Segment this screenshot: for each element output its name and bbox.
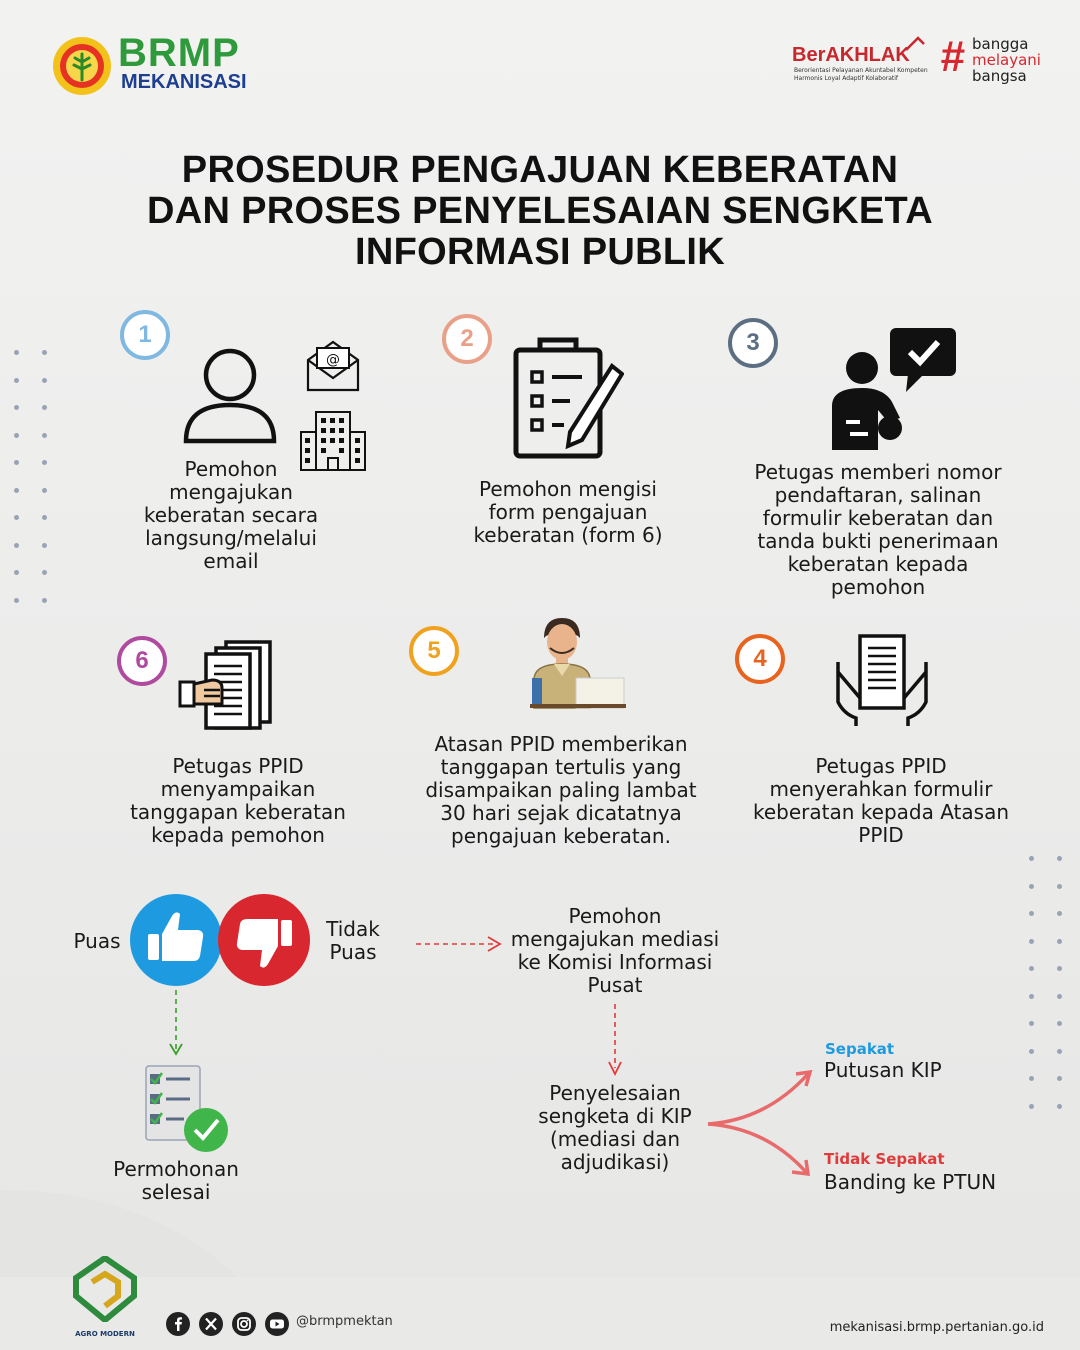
arrow-to-selesai xyxy=(166,988,186,1058)
decorative-dots-right xyxy=(1029,856,1063,1109)
berakhlak-tagline-2: Harmonis Loyal Adaptif Kolaboratif xyxy=(794,75,899,82)
email-icon xyxy=(304,340,362,392)
bangga-melayani-logo xyxy=(940,32,1055,88)
agro-modern-emblem-icon xyxy=(72,1256,138,1322)
berakhlak-text: BerAKHLAK xyxy=(792,44,910,66)
title-line-1: PROSEDUR PENGAJUAN KEBERATAN xyxy=(181,149,899,191)
facebook-icon[interactable] xyxy=(166,1312,190,1336)
agro-modern-text: AGRO MODERN xyxy=(75,1330,135,1338)
tidak-sepakat-result: Banding ke PTUN xyxy=(824,1170,997,1194)
decorative-dots-left xyxy=(14,350,48,603)
hands-holding-document-icon xyxy=(834,632,930,728)
berakhlak-logo xyxy=(792,38,932,88)
step-4-number: 4 xyxy=(735,634,785,684)
brmp-logo xyxy=(52,31,282,96)
person-speech-check-icon xyxy=(828,326,960,452)
step-2-number: 2 xyxy=(442,314,492,364)
fork-arrows xyxy=(706,1068,816,1178)
bangga-line-3: bangsa xyxy=(972,67,1027,85)
person-icon xyxy=(180,345,280,445)
penyelesaian-text: Penyelesaian sengketa di KIP (mediasi dan adjudikasi) xyxy=(538,1081,692,1174)
step-2-text: Pemohon mengisi form pengajuan keberatan (form 6) xyxy=(473,477,663,547)
tidak-puas-label: Tidak Puas xyxy=(326,917,380,964)
brand-sub: MEKANISASI xyxy=(121,71,247,93)
puas-label: Puas xyxy=(73,929,121,953)
step-5-text: Atasan PPID memberikan tanggapan tertulis yang disampaikan paling lambat 30 hari sejak dicatatnya pengajuan keberatan. xyxy=(425,732,697,848)
step-1-number: 1 xyxy=(120,310,170,360)
checklist-done-icon xyxy=(140,1064,230,1154)
officer-at-desk-icon xyxy=(530,614,626,710)
social-icons xyxy=(166,1311,292,1337)
arrow-to-mediasi xyxy=(414,934,504,954)
step-6-number: 6 xyxy=(117,636,167,686)
page-title xyxy=(0,150,1080,273)
step-1-text: Pemohon mengajukan keberatan secara langsung/melalui email xyxy=(143,457,319,573)
sepakat-label: Sepakat xyxy=(825,1040,895,1058)
hand-documents-icon xyxy=(176,638,276,730)
ministry-emblem-icon xyxy=(52,36,112,96)
thumbs-down-icon xyxy=(218,894,310,986)
youtube-icon[interactable] xyxy=(265,1312,289,1336)
tidak-sepakat-label: Tidak Sepakat xyxy=(824,1150,945,1168)
hashtag-icon: # xyxy=(940,32,965,81)
agro-modern-logo xyxy=(70,1256,140,1346)
thumbs-up-icon xyxy=(130,894,222,986)
selesai-text: Permohonan selesai xyxy=(113,1157,239,1204)
instagram-icon[interactable] xyxy=(232,1312,256,1336)
mediasi-text: Pemohon mengajukan mediasi ke Komisi Informasi Pusat xyxy=(510,904,720,997)
title-line-3: INFORMASI PUBLIK xyxy=(354,231,725,273)
x-twitter-icon[interactable] xyxy=(199,1312,223,1336)
brand-name: BRMP xyxy=(118,31,240,75)
svg-text:@: @ xyxy=(326,352,340,368)
footer-bar xyxy=(0,1277,1080,1350)
berakhlak-arrow-icon xyxy=(904,34,926,54)
step-6-text: Petugas PPID menyampaikan tanggapan keberatan kepada pemohon xyxy=(130,754,346,847)
arrow-to-penyelesaian xyxy=(605,1002,625,1078)
berakhlak-tagline-1: Berorientasi Pelayanan Akuntabel Kompeten xyxy=(794,67,928,74)
step-4-text: Petugas PPID menyerahkan formulir keberatan kepada Atasan PPID xyxy=(753,754,1009,847)
sepakat-result: Putusan KIP xyxy=(824,1058,942,1082)
clipboard-form-icon xyxy=(512,336,624,460)
step-5-number: 5 xyxy=(409,626,459,676)
website-url[interactable]: mekanisasi.brmp.pertanian.go.id xyxy=(829,1320,1044,1335)
bangga-line-2: melayani xyxy=(972,51,1041,69)
step-3-text: Petugas memberi nomor pendaftaran, salinan formulir keberatan dan tanda bukti penerimaan keberatan kepada pemohon xyxy=(754,460,1002,599)
bangga-line-1: bangga xyxy=(972,35,1029,53)
social-handle[interactable]: @brmpmektan xyxy=(296,1314,393,1329)
title-line-2: DAN PROSES PENYELESAIAN SENGKETA xyxy=(147,190,933,232)
step-3-number: 3 xyxy=(728,318,778,368)
